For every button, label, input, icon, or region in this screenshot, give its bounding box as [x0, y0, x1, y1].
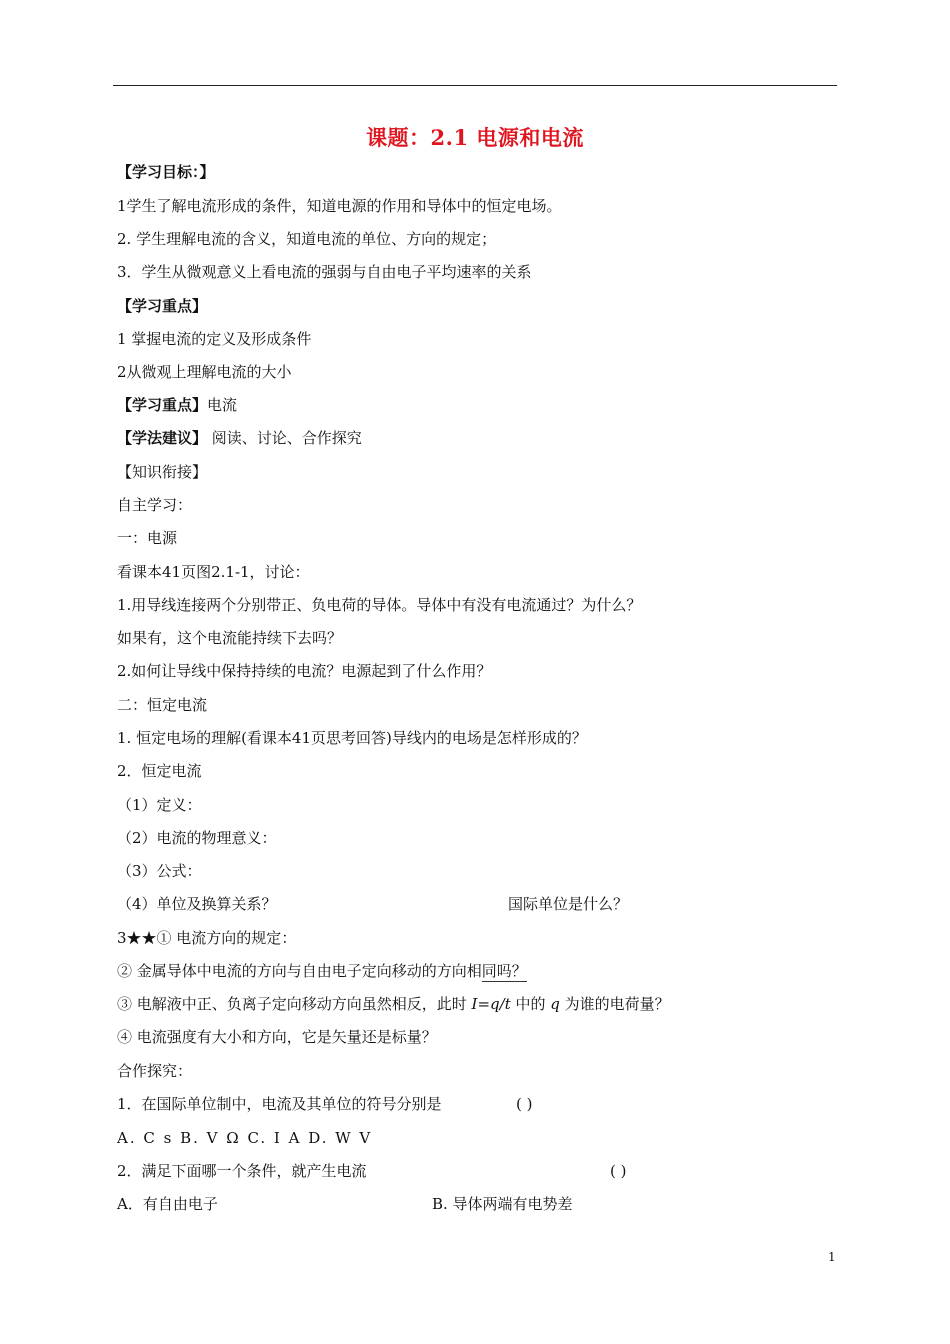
page-number: 1 — [828, 1250, 836, 1264]
sub-item: （2）电流的物理意义： — [117, 829, 277, 847]
method-heading: 【学法建议】 — [117, 429, 208, 447]
formula-var: q — [550, 995, 560, 1013]
key-point: 1 掌握电流的定义及形成条件 — [117, 330, 312, 348]
direction-item: ④ 电流强度有大小和方向，它是矢量还是标量？ — [117, 1028, 437, 1046]
section-1-question: 2.如何让导线中保持持续的电流？电源起到了什么作用？ — [117, 662, 492, 680]
key-point: 2从微观上理解电流的大小 — [117, 363, 292, 381]
method-text: 阅读、讨论、合作探究 — [207, 429, 362, 447]
section-1-title: 一：电源 — [117, 529, 178, 547]
key2-text: 电流 — [207, 396, 238, 414]
direction-item: ② 金属导体中电流的方向与自由电子定向移动的方向相同吗？ — [117, 962, 527, 980]
goal-item: 2. 学生理解电流的含义，知道电流的单位、方向的规定； — [117, 230, 497, 248]
exercise-option: A．有自由电子 — [117, 1195, 218, 1213]
key-heading: 【学习重点】 — [117, 297, 208, 315]
exercise-option: B. 导体两端有电势差 — [432, 1195, 573, 1213]
sub-item: （4）单位及换算关系？ — [117, 895, 277, 913]
goal-item: 3．学生从微观意义上看电流的强弱与自由电子平均速率的关系 — [117, 263, 532, 281]
key2-heading: 【学习重点】 — [117, 396, 208, 414]
direction-item: 3★★① 电流方向的规定： — [117, 929, 297, 947]
coop-label: 合作探究： — [117, 1062, 193, 1080]
answer-paren: ( ) — [516, 1095, 533, 1113]
exercise-question: 1．在国际单位制中，电流及其单位的符号分别是 — [117, 1095, 442, 1113]
key2-line — [117, 395, 237, 415]
sub-item: （3）公式： — [117, 862, 202, 880]
exercise-options: A. C s B. V Ω C. I A D. W V — [117, 1129, 373, 1147]
answer-paren: ( ) — [610, 1162, 627, 1180]
direction-item: ③ 电解液中正、负离子定向移动方向虽然相反，此时 I=q/t 中的 q 为谁的电荷量？ — [117, 995, 670, 1013]
underlined-text: 同吗？ — [481, 962, 527, 980]
goals-heading: 【学习目标：】 — [117, 163, 215, 181]
self-study-label: 自主学习： — [117, 496, 193, 514]
link-heading: 【知识衔接】 — [117, 463, 208, 481]
section-2-title: 二：恒定电流 — [117, 696, 208, 714]
goal-item: 1学生了解电流形成的条件，知道电源的作用和导体中的恒定电场。 — [117, 197, 562, 215]
section-1-question: 1.用导线连接两个分别带正、负电荷的导体。导体中有没有电流通过？为什么？ — [117, 596, 642, 614]
formula: I=q/t — [471, 995, 511, 1013]
exercise-question: 2．满足下面哪一个条件，就产生电流 — [117, 1162, 367, 1180]
page-title: 课题：2.1 电源和电流 — [366, 125, 584, 150]
section-2-question: 2．恒定电流 — [117, 762, 202, 780]
method-line — [117, 428, 362, 448]
section-2-question: 1. 恒定电场的理解(看课本41页思考回答)导线内的电场是怎样形成的？ — [117, 729, 587, 747]
header-rule — [113, 85, 837, 86]
section-1-intro: 看课本41页图2.1-1，讨论： — [117, 563, 310, 581]
sub-item-right: 国际单位是什么？ — [508, 895, 629, 913]
sub-item: （1）定义： — [117, 796, 202, 814]
section-1-question: 如果有，这个电流能持续下去吗？ — [117, 629, 343, 647]
